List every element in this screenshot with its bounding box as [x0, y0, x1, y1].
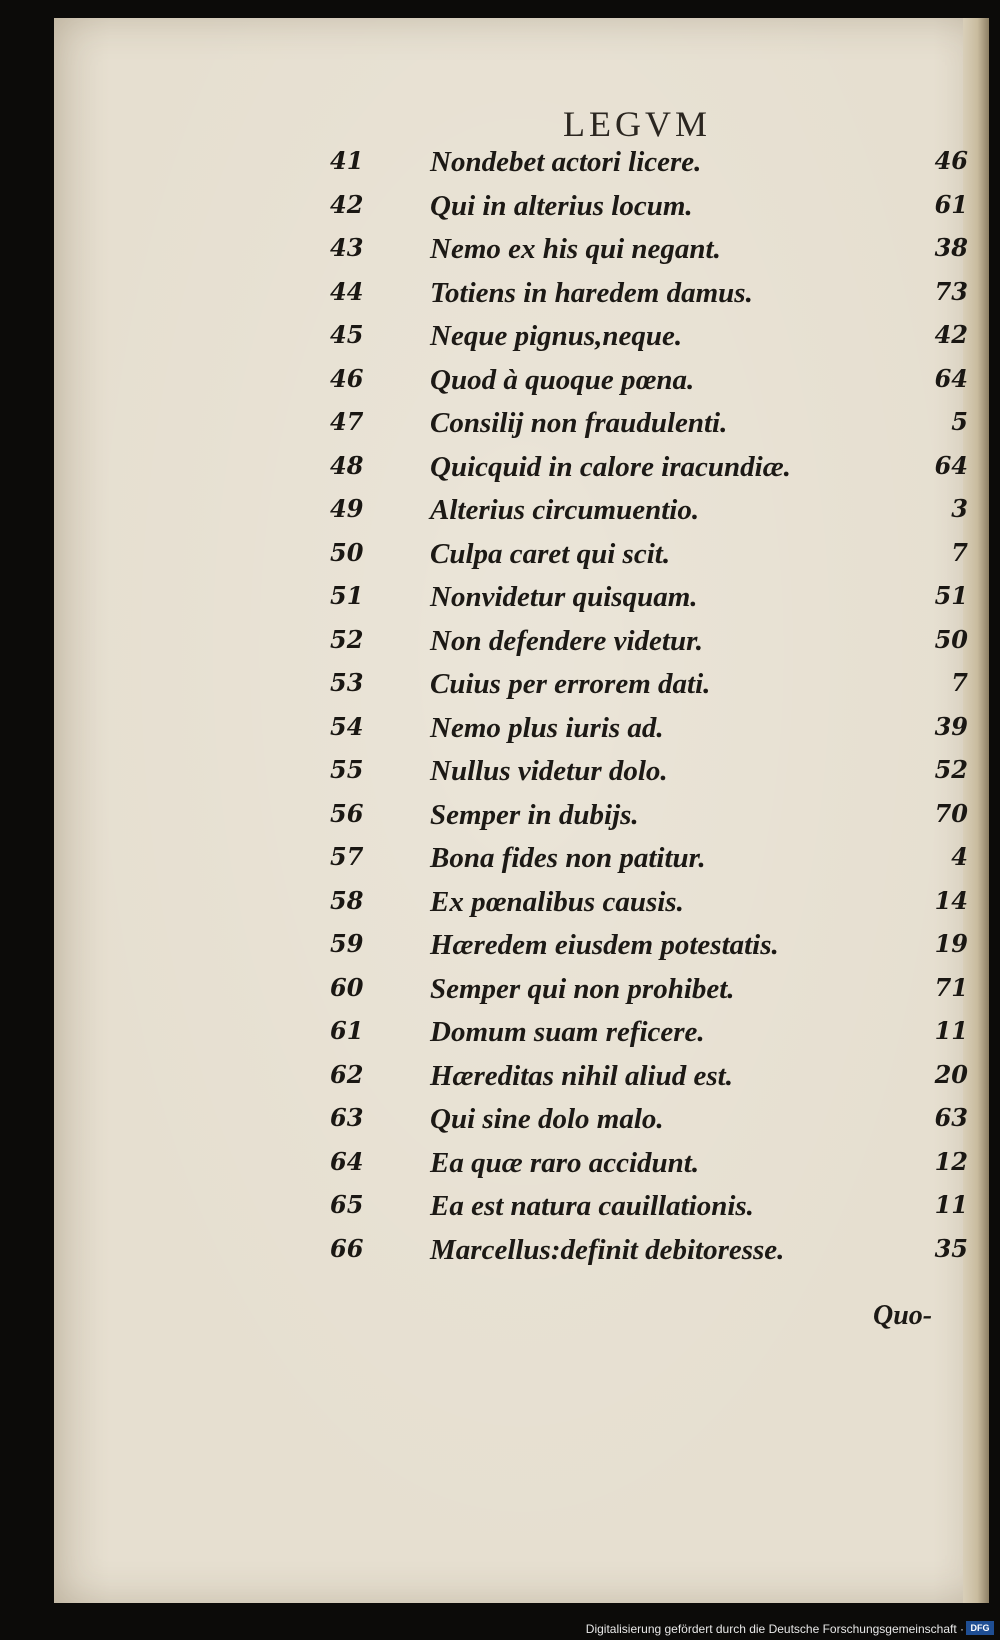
- page-reference: 50: [934, 624, 968, 654]
- rule-incipit: Non defendere videtur.: [430, 624, 704, 657]
- index-row: [0, 494, 1000, 538]
- page-reference: 5: [951, 407, 968, 436]
- index-row: [0, 973, 1000, 1017]
- index-row: [0, 1190, 1000, 1234]
- index-row: [0, 1060, 1000, 1104]
- rule-incipit: Ea quæ raro accidunt.: [430, 1146, 700, 1179]
- rule-incipit: Quicquid in calore iracundiæ.: [430, 450, 791, 483]
- rule-number: 47: [330, 407, 364, 436]
- index-row: [0, 712, 1000, 756]
- index-row: [0, 799, 1000, 843]
- rule-number: 65: [330, 1190, 364, 1219]
- rule-incipit: Nondebet actori licere.: [430, 146, 702, 178]
- page-reference: 42: [934, 320, 968, 349]
- page-reference: 46: [934, 146, 968, 175]
- page-reference: 71: [934, 972, 968, 1002]
- index-row: [0, 1103, 1000, 1147]
- index-row: [0, 668, 1000, 712]
- catchword: Quo-: [873, 1300, 933, 1331]
- index-row: [0, 842, 1000, 886]
- index-row: [0, 320, 1000, 364]
- page-reference: 70: [934, 798, 968, 828]
- rule-incipit: Cuius per errorem dati.: [430, 668, 711, 700]
- rule-incipit: Alterius circumuentio.: [430, 494, 700, 526]
- rule-incipit: Bona fides non patitur.: [430, 842, 706, 874]
- rule-incipit: Marcellus:definit debitoresse.: [430, 1233, 785, 1266]
- rule-number: 56: [330, 798, 364, 828]
- index-row: [0, 233, 1000, 277]
- index-row: [0, 407, 1000, 451]
- rule-incipit: Nonvidetur quisquam.: [430, 581, 698, 613]
- page-reference: 3: [951, 494, 968, 523]
- index-row: [0, 538, 1000, 582]
- index-row: [0, 451, 1000, 495]
- rule-number: 58: [330, 885, 364, 915]
- index-row: [0, 277, 1000, 321]
- rule-incipit: Nemo plus iuris ad.: [430, 711, 664, 744]
- rule-number: 52: [330, 624, 364, 654]
- running-title: LEGVM: [563, 104, 711, 144]
- rule-incipit: Semper in dubijs.: [430, 798, 639, 831]
- page-reference: 64: [934, 363, 968, 393]
- rule-number: 45: [330, 320, 364, 349]
- page-reference: 7: [951, 668, 968, 697]
- rule-number: 50: [330, 537, 364, 567]
- rule-incipit: Ea est natura cauillationis.: [430, 1190, 754, 1222]
- rule-number: 42: [330, 189, 364, 219]
- page-reference: 11: [934, 1190, 968, 1219]
- rule-number: 62: [330, 1059, 364, 1089]
- rule-number: 41: [330, 146, 364, 175]
- page-reference: 19: [934, 929, 968, 958]
- rule-number: 54: [330, 711, 364, 741]
- rule-number: 48: [330, 450, 364, 480]
- rule-incipit: Semper qui non prohibet.: [430, 972, 735, 1005]
- page-reference: 35: [934, 1233, 968, 1263]
- page-reference: 11: [934, 1016, 968, 1045]
- page-reference: 38: [934, 233, 968, 262]
- page-reference: 63: [934, 1103, 968, 1132]
- page-reference: 52: [934, 755, 968, 784]
- rule-incipit: Domum suam reficere.: [430, 1016, 705, 1048]
- page-reference: 12: [934, 1146, 968, 1176]
- page-reference: 4: [951, 842, 968, 871]
- rule-number: 51: [330, 581, 364, 610]
- index-row: [0, 146, 1000, 190]
- rule-incipit: Ex pœnalibus causis.: [430, 885, 684, 918]
- rule-number: 66: [330, 1233, 364, 1263]
- rule-number: 43: [330, 233, 364, 262]
- rule-incipit: Hæredem eiusdem potestatis.: [430, 929, 779, 961]
- page-reference: 20: [934, 1059, 968, 1089]
- rule-number: 55: [330, 755, 364, 784]
- rule-incipit: Qui in alterius locum.: [430, 189, 693, 222]
- rule-number: 57: [330, 842, 364, 871]
- rule-incipit: Qui sine dolo malo.: [430, 1103, 664, 1135]
- index-row: [0, 1234, 1000, 1278]
- rule-number: 44: [330, 276, 364, 306]
- rule-number: 63: [330, 1103, 364, 1132]
- footer-credit: Digitalisierung gefördert durch die Deutsche Forschungsgemeinschaft ·: [585, 1622, 964, 1636]
- index-row: [0, 1147, 1000, 1191]
- page-reference: 14: [934, 885, 968, 915]
- page-reference: 61: [934, 189, 968, 219]
- index-row: [0, 886, 1000, 930]
- index-row: [0, 581, 1000, 625]
- page-reference: 51: [934, 581, 968, 610]
- page-reference: 73: [934, 276, 968, 306]
- rule-incipit: Totiens in haredem damus.: [430, 276, 753, 309]
- page-reference: 7: [951, 537, 968, 567]
- index-row: [0, 364, 1000, 408]
- rule-incipit: Culpa caret qui scit.: [430, 537, 671, 570]
- rule-incipit: Consilij non fraudulenti.: [430, 407, 728, 439]
- rule-number: 46: [330, 363, 364, 393]
- rule-number: 61: [330, 1016, 364, 1045]
- rule-incipit: Nullus videtur dolo.: [430, 755, 668, 787]
- index-row: [0, 755, 1000, 799]
- index-row: [0, 1016, 1000, 1060]
- index-row: [0, 190, 1000, 234]
- rule-incipit: Neque pignus,neque.: [430, 320, 683, 352]
- index-row: [0, 625, 1000, 669]
- page-reference: 39: [934, 711, 968, 741]
- rule-number: 49: [330, 494, 364, 523]
- rule-number: 53: [330, 668, 364, 697]
- rule-number: 64: [330, 1146, 364, 1176]
- dfg-logo-icon: DFG: [966, 1621, 994, 1635]
- rule-incipit: Hæreditas nihil aliud est.: [430, 1059, 733, 1092]
- index-row: [0, 929, 1000, 973]
- page-reference: 64: [934, 450, 968, 480]
- rule-incipit: Quod à quoque pœna.: [430, 363, 695, 396]
- rule-incipit: Nemo ex his qui negant.: [430, 233, 721, 265]
- rule-number: 60: [330, 972, 364, 1002]
- rule-number: 59: [330, 929, 364, 958]
